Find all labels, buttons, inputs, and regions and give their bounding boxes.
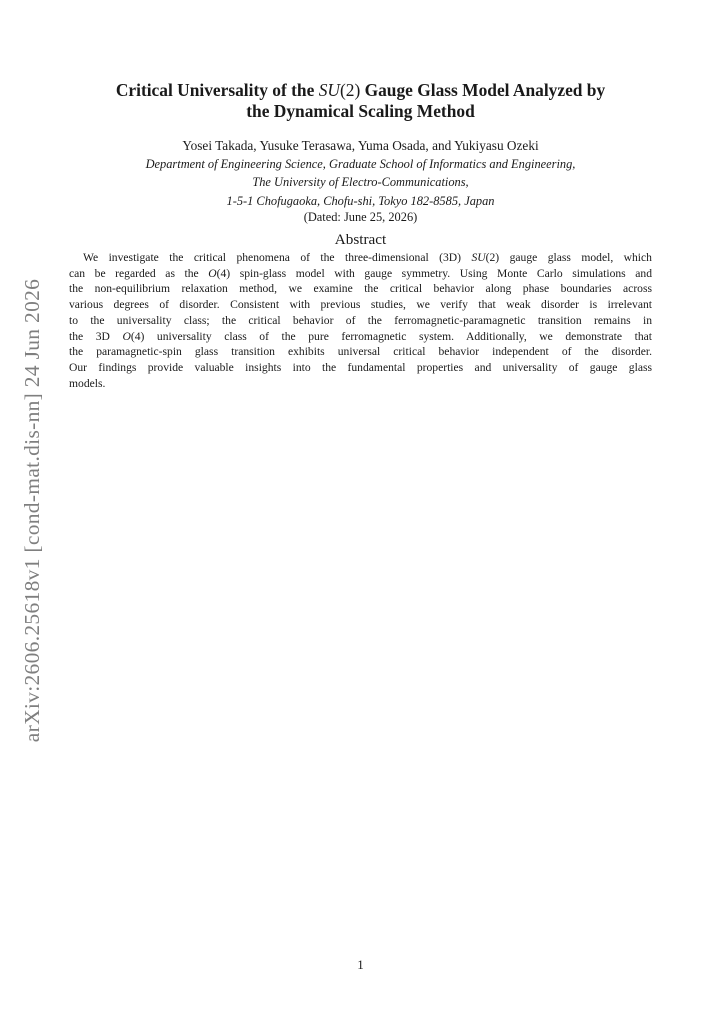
title-line2: the Dynamical Scaling Method [246,101,475,121]
page-number: 1 [357,957,364,972]
abstract-line: can be regarded as the O(4) spin-glass model with gauge symmetry. Using Monte Carlo simulations and [69,266,652,280]
abstract-line: We investigate the critical phenomena of the three-dimensional (3D) SU(2) gauge glass model, which [83,251,652,264]
affiliation-line-1: Department of Engineering Science, Graduate School of Informatics and Engineering, [145,157,576,171]
arxiv-identifier-stamp [6,250,60,770]
title-part2: Gauge Glass Model Analyzed by [360,80,606,100]
title-math-var: SU [318,80,340,100]
title-math [319,80,361,100]
affiliation-line-3: 1-5-1 Chofugaoka, Chofu-shi, Tokyo 182-8585, Japan [226,193,495,208]
affiliation-line-2: The University of Electro-Communications, [252,175,469,190]
title-part1: Critical Universality of the [115,80,319,100]
abstract-heading: Abstract [334,231,387,248]
affiliation [60,155,661,210]
abstract-line: to the universality class; the critical behavior of the ferromagnetic-paramagnetic transition remains in [69,313,652,327]
abstract-line: various degrees of disorder. Consistent with previous studies, we verify that weak disorder is irrelevant [69,298,652,312]
abstract-line: the paramagnetic-spin glass transition exhibits universal critical behavior independent of the disorder. [69,345,652,359]
abstract-line: the non-equilibrium relaxation method, we examine the critical behavior along phase boundaries across [69,282,652,296]
abstract-line: Our findings provide valuable insights into the fundamental properties and universality of gauge glass [69,360,652,374]
abstract-line: models. [69,376,106,390]
paper-title [60,80,661,122]
abstract-body [69,250,652,391]
abstract-line: the 3D O(4) universality class of the pure ferromagnetic system. Additionally, we demonstrate that [69,329,652,343]
title-math-arg: (2) [339,80,361,100]
dated-line: (Dated: June 25, 2026) [303,210,418,224]
arxiv-identifier-text: arXiv:2606.25618v1 [cond-mat.dis-nn] 24 Jun 2026 [20,278,45,742]
author-list: Yosei Takada, Yusuke Terasawa, Yuma Osada, and Yukiyasu Ozeki [182,138,539,153]
